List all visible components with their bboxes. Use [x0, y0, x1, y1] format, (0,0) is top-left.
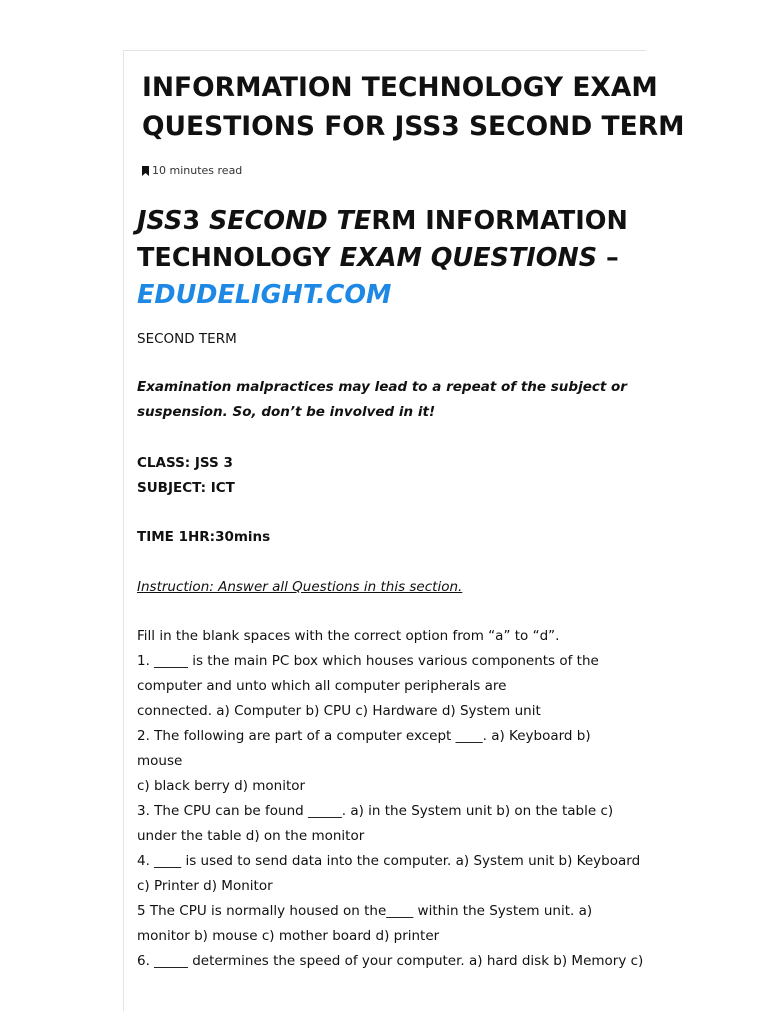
edudelight-link[interactable]: EDUDELIGHT.COM	[137, 280, 392, 310]
question-line: c) black berry d) monitor	[137, 778, 306, 794]
question-line: 1. _____ is the main PC box which houses various components of the	[137, 653, 599, 669]
read-time-label: 10 minutes read	[152, 164, 243, 177]
time-label: TIME 1HR:30mins	[137, 529, 271, 545]
term-label: SECOND TERM	[137, 331, 237, 347]
instruction: Instruction: Answer all Questions in this section.	[137, 579, 463, 595]
headline-part-second-term: SECOND TE	[208, 206, 372, 236]
headline-part-technology: TECHNOLOGY	[137, 243, 340, 273]
question-line: monitor b) mouse c) mother board d) printer	[137, 928, 440, 944]
headline-part-exam-questions: EXAM QUESTIONS	[339, 243, 598, 273]
questions-list	[137, 624, 644, 974]
article-title	[142, 68, 685, 146]
question-line: 6. _____ determines the speed of your computer. a) hard disk b) Memory c)	[137, 953, 644, 969]
warning-line-1: Examination malpractices may lead to a repeat of the subject or	[137, 379, 627, 395]
class-label: CLASS: JSS 3	[137, 455, 233, 471]
bookmark-icon	[142, 166, 149, 176]
headline-part-jss: JSS	[137, 206, 183, 236]
headline-part-3: 3	[182, 206, 209, 236]
headline-line-1	[137, 203, 642, 240]
question-line: 2. The following are part of a computer except ____. a) Keyboard b)	[137, 728, 591, 744]
article-title-line-2: QUESTIONS FOR JSS3 SECOND TERM	[142, 111, 685, 142]
question-line: computer and unto which all computer peripherals are	[137, 678, 507, 694]
question-line: connected. a) Computer b) CPU c) Hardware d) System unit	[137, 703, 541, 719]
warning-line-2: suspension. So, don’t be involved in it!	[137, 404, 436, 420]
question-line: 3. The CPU can be found _____. a) in the System unit b) on the table c)	[137, 803, 614, 819]
headline-line-2	[137, 240, 642, 277]
class-subject-block	[137, 451, 637, 501]
question-line: mouse	[137, 753, 183, 769]
question-line: under the table d) on the monitor	[137, 828, 365, 844]
read-time	[142, 163, 242, 179]
subject-label: SUBJECT: ICT	[137, 480, 235, 496]
question-line: 5 The CPU is normally housed on the____ within the System unit. a)	[137, 903, 593, 919]
question-line: 4. ____ is used to send data into the computer. a) System unit b) Keyboard	[137, 853, 641, 869]
headline-part-information: RM INFORMATION	[371, 206, 628, 236]
malpractice-warning	[137, 375, 637, 425]
question-line: Fill in the blank spaces with the correct option from “a” to “d”.	[137, 628, 560, 644]
question-line: c) Printer d) Monitor	[137, 878, 273, 894]
article-title-line-1: INFORMATION TECHNOLOGY EXAM	[142, 72, 658, 103]
headline-part-dash: –	[597, 243, 619, 273]
content-headline	[137, 203, 642, 314]
